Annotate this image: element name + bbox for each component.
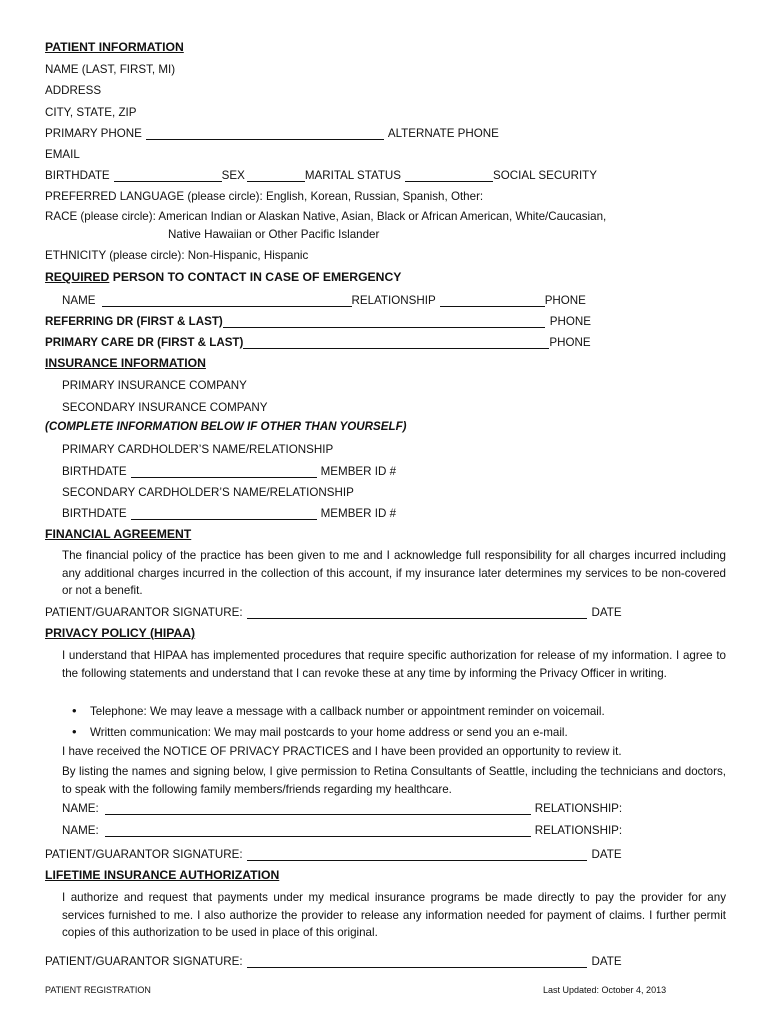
- written-bullet-text: Written communication: We may mail postcards to your home address or send you an e-mail.: [90, 726, 568, 739]
- privacy-signature-row: [45, 846, 726, 861]
- secondary-member-id-label: MEMBER ID #: [320, 507, 397, 520]
- sex-label: SEX: [221, 169, 245, 182]
- city-label: CITY, STATE, ZIP: [45, 106, 137, 119]
- bullet-icon: •: [72, 703, 77, 718]
- family-relationship-label: RELATIONSHIP:: [534, 802, 623, 815]
- emergency-name-input-line[interactable]: [102, 294, 352, 307]
- secondary-cardholder-birthdate-label: BIRTHDATE: [62, 507, 127, 520]
- name-label: NAME (LAST, FIRST, MI): [45, 63, 176, 76]
- primary-cardholder-label: PRIMARY CARDHOLDER’S NAME/RELATIONSHIP: [62, 443, 334, 456]
- race-options-line1: RACE (please circle): American Indian or Alaskan Native, Asian, Black or African American, White/Caucasian,: [45, 210, 607, 223]
- emergency-name-label: NAME: [62, 294, 96, 307]
- family-name-input-line-2[interactable]: [105, 824, 531, 837]
- family-name-label: NAME:: [62, 824, 99, 837]
- financial-agreement-text: The financial policy of the practice has been given to me and I acknowledge full responsibility for all charges incurred including any additional charges incurred in the collection of this account, if my insurance later determines my services to be non-covered or not a benefit.: [62, 549, 726, 597]
- primary-care-phone-label: PHONE: [549, 336, 591, 349]
- email-field-row: [45, 146, 726, 161]
- emergency-heading-rest: PERSON TO CONTACT IN CASE OF EMERGENCY: [109, 270, 402, 284]
- lifetime-date-label: DATE: [591, 955, 622, 968]
- race-options-line2: Native Hawaiian or Other Pacific Islander: [168, 228, 380, 241]
- marital-status-label: MARITAL STATUS: [304, 169, 402, 182]
- privacy-policy-text: I understand that HIPAA has implemented procedures that require specific authorization for release of my information. I agree to the following statements and understand that I can revoke these at any time by informing the Privacy Officer in writing.: [62, 649, 726, 680]
- secondary-insurance-row: [62, 399, 726, 414]
- address-label: ADDRESS: [45, 84, 102, 97]
- referring-dr-label: REFERRING DR (FIRST & LAST): [45, 315, 223, 328]
- birthdate-input-line[interactable]: [114, 169, 222, 182]
- primary-care-dr-row: [45, 334, 726, 349]
- primary-insurance-label: PRIMARY INSURANCE COMPANY: [62, 379, 247, 392]
- privacy-policy-heading: PRIVACY POLICY (HIPAA): [45, 626, 196, 640]
- emergency-contact-heading: [45, 270, 401, 284]
- secondary-cardholder-details-row: [62, 505, 726, 520]
- referring-dr-input-line[interactable]: [223, 315, 545, 328]
- social-security-label: SOCIAL SECURITY: [493, 169, 597, 182]
- birthdate-label: BIRTHDATE: [45, 169, 110, 182]
- referring-dr-row: [45, 313, 726, 328]
- phone-field-row: [45, 125, 726, 140]
- emergency-phone-label: PHONE: [544, 294, 586, 307]
- lifetime-authorization-heading: LIFETIME INSURANCE AUTHORIZATION: [45, 868, 280, 882]
- alternate-phone-label: ALTERNATE PHONE: [387, 127, 499, 140]
- emergency-relationship-input-line[interactable]: [440, 294, 545, 307]
- financial-signature-label: PATIENT/GUARANTOR SIGNATURE:: [45, 606, 243, 619]
- marital-status-input-line[interactable]: [405, 169, 493, 182]
- privacy-bullet-written: [72, 724, 568, 739]
- lifetime-signature-row: [45, 953, 726, 968]
- family-name-input-line-1[interactable]: [105, 802, 531, 815]
- primary-care-dr-input-line[interactable]: [243, 336, 549, 349]
- required-label: REQUIRED: [45, 270, 110, 284]
- preferred-language-label: PREFERRED LANGUAGE (please circle): English, Korean, Russian, Spanish, Other:: [45, 190, 484, 203]
- email-label: EMAIL: [45, 148, 80, 161]
- language-field-row: [45, 188, 726, 203]
- secondary-cardholder-label: SECONDARY CARDHOLDER’S NAME/RELATIONSHIP: [62, 486, 354, 499]
- financial-date-label: DATE: [591, 606, 622, 619]
- financial-agreement-heading: FINANCIAL AGREEMENT: [45, 527, 192, 541]
- notice-received-text: I have received the NOTICE OF PRIVACY PRACTICES and I have been provided an opportunity to review it.: [62, 745, 622, 758]
- financial-signature-row: [45, 604, 726, 619]
- name-field-row: [45, 61, 726, 76]
- secondary-insurance-label: SECONDARY INSURANCE COMPANY: [62, 401, 268, 414]
- demographics-field-row: [45, 167, 726, 182]
- primary-cardholder-row: [62, 441, 726, 456]
- emergency-relationship-label: RELATIONSHIP: [351, 294, 436, 307]
- privacy-date-label: DATE: [591, 848, 622, 861]
- financial-signature-input-line[interactable]: [247, 606, 587, 619]
- referring-phone-label: PHONE: [549, 315, 591, 328]
- lifetime-signature-label: PATIENT/GUARANTOR SIGNATURE:: [45, 955, 243, 968]
- lifetime-authorization-text: I authorize and request that payments under my medical insurance programs be made directly to pay the provider for any services furnished to me. I also authorize the provider to release any information needed for payment of claims. I further permit copies of this authorization to be used in place of this original.: [62, 891, 726, 939]
- primary-member-id-label: MEMBER ID #: [320, 465, 397, 478]
- sex-input-line[interactable]: [247, 169, 305, 182]
- primary-cardholder-birthdate-input-line[interactable]: [131, 465, 317, 478]
- family-relationship-label: RELATIONSHIP:: [534, 824, 623, 837]
- primary-cardholder-details-row: [62, 463, 726, 478]
- primary-cardholder-birthdate-label: BIRTHDATE: [62, 465, 127, 478]
- telephone-bullet-text: Telephone: We may leave a message with a callback number or appointment reminder on voicemail.: [90, 705, 605, 718]
- footer-form-title: PATIENT REGISTRATION: [45, 985, 151, 995]
- city-field-row: [45, 104, 726, 119]
- family-member-row-1: [62, 800, 726, 815]
- primary-phone-label: PRIMARY PHONE: [45, 127, 142, 140]
- insurance-information-heading: INSURANCE INFORMATION: [45, 356, 206, 370]
- primary-care-dr-label: PRIMARY CARE DR (FIRST & LAST): [45, 336, 244, 349]
- patient-information-heading: PATIENT INFORMATION: [45, 40, 184, 54]
- ethnicity-options: ETHNICITY (please circle): Non-Hispanic, Hispanic: [45, 249, 309, 262]
- family-name-label: NAME:: [62, 802, 99, 815]
- cardholder-note: (COMPLETE INFORMATION BELOW IF OTHER THAN YOURSELF): [45, 420, 407, 433]
- primary-phone-input-line[interactable]: [146, 127, 384, 140]
- primary-insurance-row: [62, 377, 726, 392]
- family-member-row-2: [62, 822, 726, 837]
- emergency-contact-row: [62, 292, 726, 307]
- privacy-signature-label: PATIENT/GUARANTOR SIGNATURE:: [45, 848, 243, 861]
- family-permission-text: By listing the names and signing below, I give permission to Retina Consultants of Seattle, including the technicians and doctors, to speak with the following family members/friends regarding my healthcare.: [62, 765, 726, 796]
- privacy-bullet-telephone: [72, 703, 605, 718]
- bullet-icon: •: [72, 724, 77, 739]
- lifetime-signature-input-line[interactable]: [247, 955, 587, 968]
- privacy-signature-input-line[interactable]: [247, 848, 587, 861]
- secondary-cardholder-birthdate-input-line[interactable]: [131, 507, 317, 520]
- secondary-cardholder-row: [62, 484, 726, 499]
- address-field-row: [45, 82, 726, 97]
- footer-last-updated: Last Updated: October 4, 2013: [543, 985, 667, 995]
